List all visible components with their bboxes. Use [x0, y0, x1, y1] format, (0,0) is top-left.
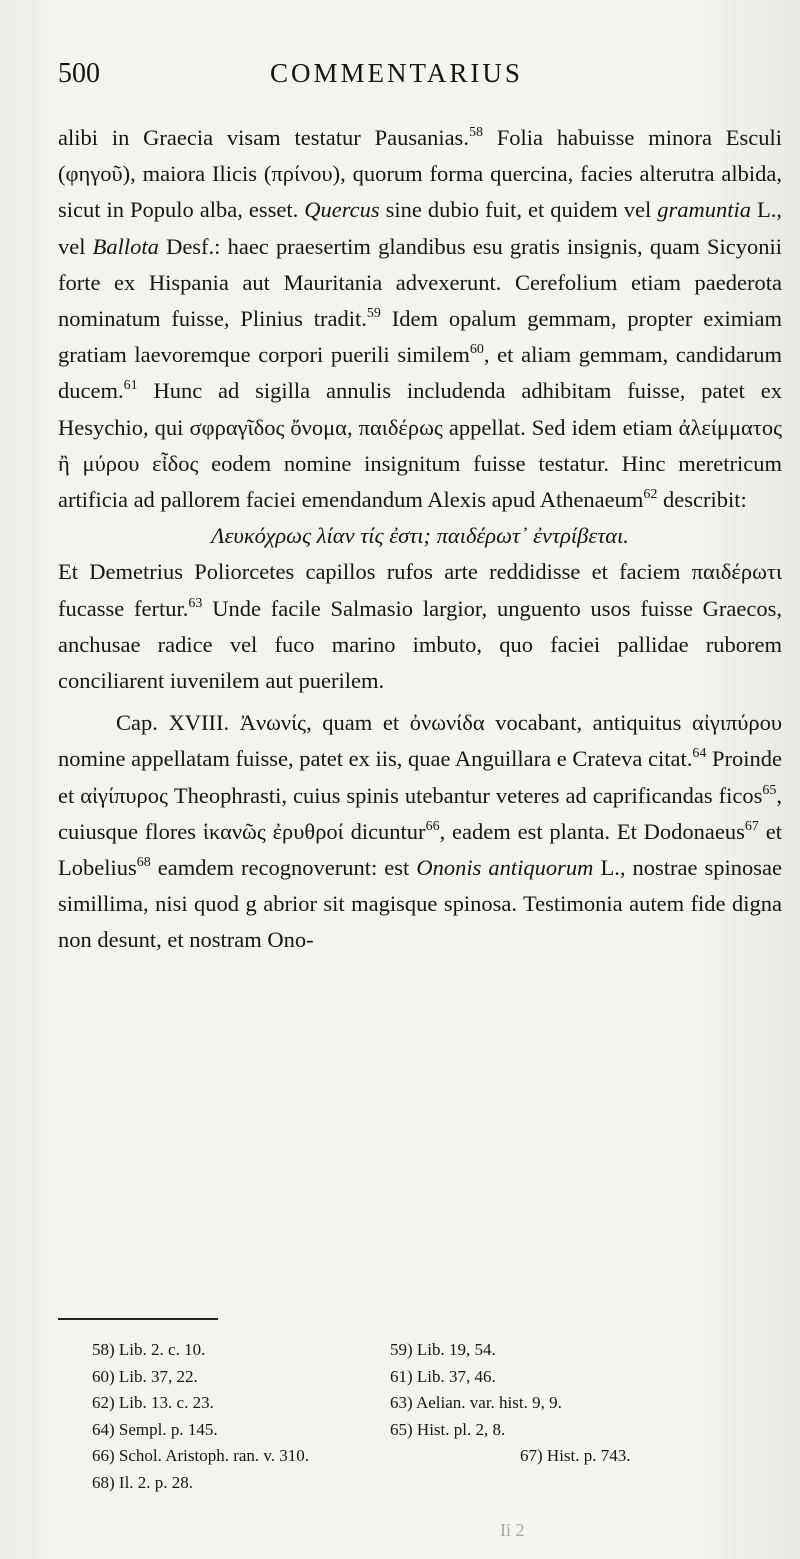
footnote-row	[92, 1446, 772, 1473]
italic-term: Ballota	[92, 233, 159, 259]
footnote-60: 60) Lib. 37, 22.	[92, 1366, 198, 1386]
footnote-row	[92, 1393, 772, 1420]
paragraph-1	[58, 120, 782, 518]
italic-term: Quercus	[304, 197, 380, 223]
main-text	[58, 120, 782, 959]
footnote-ref: 66	[425, 818, 440, 834]
page-number: 500	[58, 58, 100, 89]
text-span: Cap. XVIII. Ἀνωνίς, quam et ὀνωνίδα vocabant, antiquitus αἰγιπύρου nomine appellatam fuisse, patet ex iis, quae Anguillara e Crateva citat.	[58, 710, 782, 772]
footnote-64: 64) Sempl. p. 145.	[92, 1419, 218, 1439]
text-span: L., nostrae spinosae simillima, nisi quod g abrior sit magisque spinosa. Testimonia autem fide digna non desunt, et nostram Ono-	[58, 855, 782, 953]
footnote-rule	[58, 1318, 218, 1320]
text-span: , eadem est planta. Et Dodonaeus	[439, 818, 745, 844]
footnote-ref: 62	[643, 487, 658, 503]
footnote-61: 61) Lib. 37, 46.	[390, 1366, 496, 1386]
text-span: Unde facile Salmasio largior, unguento usos fuisse Graecos, anchusae radice vel fuco marino imbuto, quo faciei pallidae ruborem conciliarent iuvenilem aut puerilem.	[58, 595, 782, 694]
text-span: alibi in Graecia visam testatur Pausanias.	[58, 125, 469, 150]
footnote-ref: 59	[366, 306, 381, 322]
footnote-ref: 61	[123, 378, 138, 394]
footnote-58: 58) Lib. 2. c. 10.	[92, 1340, 206, 1359]
footnote-ref: 63	[188, 595, 203, 611]
footnote-ref: 68	[136, 855, 151, 871]
italic-term: Ononis antiquorum	[416, 855, 594, 881]
footnote-67: 67) Hist. p. 743.	[520, 1446, 631, 1465]
text-span: Proinde et αἰγίπυρος Theophrasti, cuius spinis utebantur veteres ad caprificandas ficos	[58, 746, 782, 808]
text-span: L., vel	[58, 197, 782, 259]
footnote-ref: 58	[468, 125, 483, 140]
footnote-row	[92, 1340, 772, 1367]
footnote-ref: 60	[469, 342, 484, 358]
text-span: , et aliam gemmam, candidarum ducem.	[58, 342, 782, 404]
signature-mark: Ii 2	[500, 1520, 525, 1540]
footnote-68: 68) Il. 2. p. 28.	[92, 1472, 194, 1492]
footnote-row	[92, 1420, 772, 1447]
text-span: et Lobelius	[58, 818, 782, 881]
italic-term: gramuntia	[657, 197, 751, 223]
text-span: sine dubio fuit, et quidem vel	[379, 197, 658, 223]
footnotes	[92, 1340, 772, 1499]
running-title: COMMENTARIUS	[270, 58, 523, 88]
footnote-row	[92, 1367, 772, 1394]
text-span: Desf.: haec praesertim glandibus esu gratis insignis, quam Sicyonii forte ex Hispania aut Mauritania advexerunt. Cerefolium etiam paederota nominatum fuisse, Plinius tradit.	[58, 233, 782, 332]
footnote-65: 65) Hist. pl. 2, 8.	[390, 1419, 506, 1439]
footnote-59: 59) Lib. 19, 54.	[390, 1340, 496, 1359]
text-span: Et Demetrius Poliorcetes capillos rufos arte reddidisse et faciem παιδέρωτι fucasse fertur.	[58, 559, 782, 621]
footnote-ref: 67	[744, 818, 759, 834]
text-span: Folia habuisse minora Esculi (φηγοῦ), maiora Ilicis (πρίνου), quorum forma quercina, facies alterutra albida, sicut in Populo alba, esset.	[58, 125, 783, 223]
text-span: Idem opalum gemmam, propter eximiam gratiam laevoremque corpori puerili similem	[58, 306, 782, 368]
footnote-row	[92, 1473, 772, 1500]
footnote-ref: 65	[762, 782, 777, 798]
footnote-63: 63) Aelian. var. hist. 9, 9.	[390, 1393, 562, 1412]
text-span: eamdem recognoverunt: est	[150, 855, 417, 881]
paragraph-3	[58, 705, 782, 958]
footnote-66: 66) Schol. Aristoph. ran. v. 310.	[92, 1446, 310, 1465]
verse-quotation: Λευκόχρως λίαν τίς ἐστι; παιδέρωτ᾽ ἐντρίβεται.	[211, 523, 629, 549]
page-header	[58, 58, 758, 98]
text-span: , cuiusque flores ἱκανῶς ἐρυθροί dicuntur	[58, 782, 782, 844]
text-span: describit:	[657, 487, 747, 513]
paragraph-2	[58, 554, 782, 699]
text-span: Hunc ad sigilla annulis includenda adhibitam fuisse, patet ex Hesychio, qui σφραγῖδος ὄνομα, παιδέρως appellat. Sed idem etiam ἀλείμματος ἢ μύρου εἶδος eodem nomine insignitum fuisse testatur. Hinc meretricum artificia ad pallorem faciei emendandum Alexis apud Athenaeum	[58, 378, 782, 513]
footnote-62: 62) Lib. 13. c. 23.	[92, 1393, 214, 1412]
footnote-ref: 64	[692, 746, 707, 762]
